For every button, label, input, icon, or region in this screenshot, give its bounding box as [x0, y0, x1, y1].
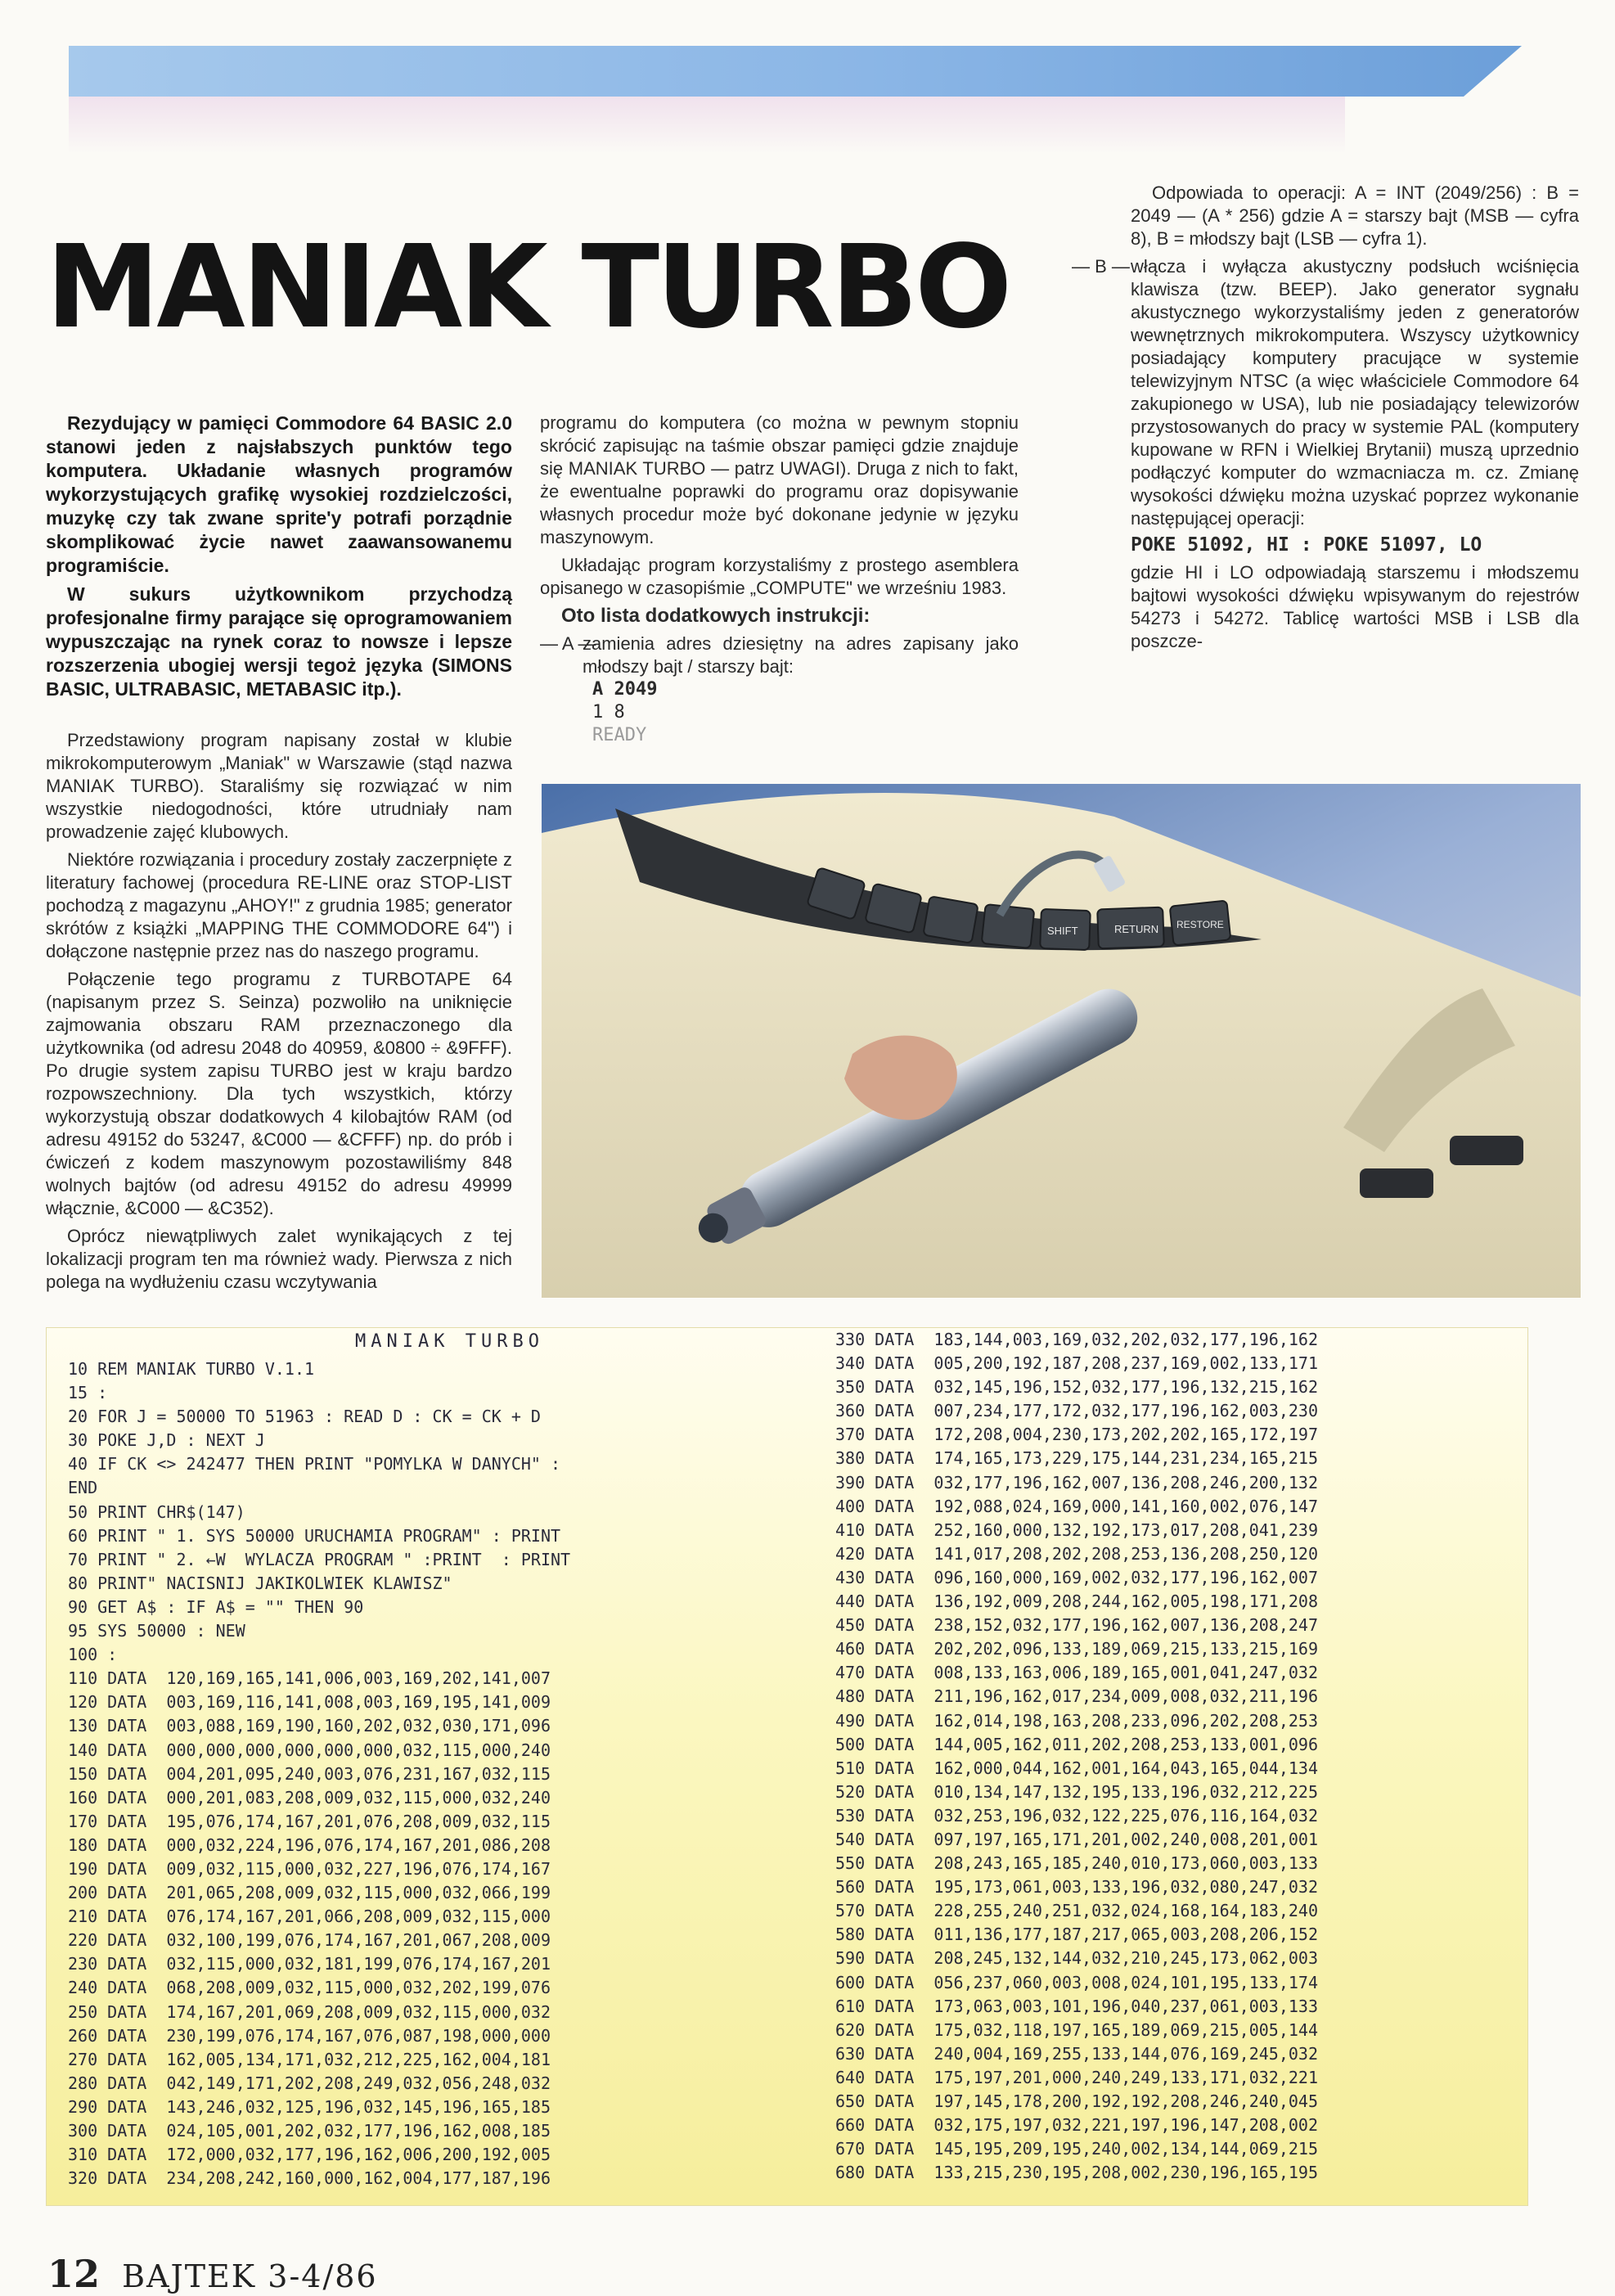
instruction-text: zamienia adres dziesiętny na adres zapisany jako młodszy bajt / starszy bajt:	[583, 633, 1019, 677]
body-paragraph: Przedstawiony program napisany został w klubie mikrokomputerowym „Maniak" w Warszawie (stąd nazwa MANIAK TURBO). Staraliśmy się rozwiązać w nim wszystkie niedogodności, które utrudniały nam prowadzenie zajęć klubowych.	[46, 730, 512, 842]
body-paragraph: Połączenie tego programu z TURBOTAPE 64 (napisanym przez S. Seinza) pozwoliło na uniknięcie zajmowania obszaru RAM przeznaczonego dla użytkownika (od adresu 2048 do 40959, &0800 ÷ &9FFF). Po drugie system zapisu TURBO jest w kraju bardzo rozpowszechniony. Dla tych wszystkich, którzy wykorzystują obszar dodatkowych 4 kilobajtów RAM (od adresu 49152 do 53247, &C000 — &CFFF) np. do prób i ćwiczeń z kodem maszynowym pozostawiliśmy 848 wolnych bajtów (od adresu 49152 do adresu 49999 włącznie, &C000 — &C352).	[46, 969, 512, 1218]
article-column-1	[46, 412, 512, 1299]
lead-paragraph-2: W sukurs użytkownikom przychodzą profesjonalne firmy parające się oprogramowaniem wypuszczając na rynek coraz to nowsze i lepsze rozszerzenia ubogiej wersji tegoż języka (SIMONS BASIC, ULTRABASIC, METABASIC itp.).	[46, 583, 512, 700]
example-ready: READY	[592, 725, 647, 745]
keyboard-photo	[542, 784, 1581, 1298]
instruction-key: — B —	[1072, 256, 1130, 277]
magazine-issue: BAJTEK 3-4/86	[122, 2258, 378, 2294]
poke-command: POKE 51092, HI : POKE 51097, LO	[1131, 534, 1482, 556]
program-listing	[46, 1327, 1528, 2206]
restore-key-label: RESTORE	[1176, 919, 1224, 930]
listing-left-column: 10 REM MANIAK TURBO V.1.1 15 : 20 FOR J = 50000 TO 51963 : READ D : CK = CK + D 30 POKE J,D : NEXT J 40 IF CK <> 242477 THEN PRINT "POMYLKA W DANYCH" : END 50 PRINT CHR$(147) 60 PRINT " 1. SYS 50000 URUCHAMIA PROGRAM" : PRINT 70 PRINT " 2. ←W WYLACZA PROGRAM " :PRINT : PRINT 80 PRINT" NACISNIJ JAKIKOLWIEK KLAWISZ" 90 GET A$ : IF A$ = "" THEN 90 95 SYS 50000 : NEW 100 : 110 DATA 120,169,165,141,006,003,169,202,141,007 120 DATA 003,169,116,141,008,003,169,195,141,009 130 DATA 003,088,169,190,160,202,032,030,171,096 140 DATA 000,000,000,000,000,000,032,115,000,240 150 DATA 004,201,095,240,003,076,231,167,032,115 160 DATA 000,201,083,208,009,032,115,000,032,240 170 DATA 195,076,174,167,201,076,208,009,032,115 180 DATA 000,032,224,196,076,174,167,201,086,208 190 DATA 009,032,115,000,032,227,196,076,174,167 200 DATA 201,065,208,009,032,115,000,032,066,199 210 DATA 076,174,167,201,066,208,009,032,115,000 220 DATA 032,100,199,076,174,167,201,067,208,009 230 DATA 032,115,000,032,181,199,076,174,167,201 240 DATA 068,208,009,032,115,000,032,202,199,076 250 DATA 174,167,201,069,208,009,032,115,000,032 260 DATA 230,199,076,174,167,076,087,198,000,000 270 DATA 162,005,134,171,032,212,225,162,004,181 280 DATA 042,149,171,202,208,249,032,056,248,032 290 DATA 143,246,032,125,196,032,145,196,165,185 300 DATA 024,105,001,202,032,177,196,162,008,185 310 DATA 172,000,032,177,196,162,006,200,192,005 320 DATA 234,208,242,160,000,162,004,177,187,196	[68, 1359, 571, 2189]
body-paragraph: Układając program korzystaliśmy z prostego asemblera opisanego w czasopiśmie „COMPUTE" we wrześniu 1983.	[540, 555, 1019, 598]
instruction-list-heading: Oto lista dodatkowych instrukcji:	[561, 605, 870, 627]
page-footer	[47, 2252, 378, 2296]
header-banner-glow	[69, 97, 1345, 154]
joystick-port-icon	[1360, 1168, 1433, 1198]
header-banner	[69, 46, 1522, 97]
body-paragraph: Oprócz niewątpliwych zalet wynikających z tej lokalizacji program ten ma również wady. Pierwsza z nich polega na wydłużeniu czasu wczytywania	[46, 1226, 512, 1292]
shift-key-label: SHIFT	[1047, 925, 1078, 937]
example-output: 1 8	[592, 702, 625, 723]
article-column-3	[1072, 182, 1579, 658]
joystick-port-icon	[1450, 1136, 1523, 1165]
body-paragraph: programu do komputera (co można w pewnym stopniu skrócić zapisując na taśmie obszar pamięci gdzie znajduje się MANIAK TURBO — patrz UWAGI). Druga z nich to fakt, że ewentualne poprawki do programu oraz dopisywanie własnych procedur może być dokonane jedynie w języku maszynowym.	[540, 412, 1019, 547]
body-paragraph: gdzie HI i LO odpowiadają starszemu i młodszemu bajtowi wysokości dźwięku wpisywanym do rejestrów 54273 i 54272. Tablicę wartości MSB i LSB dla poszcze-	[1131, 562, 1579, 651]
article-column-2	[540, 412, 1019, 747]
page-number: 12	[47, 2252, 101, 2296]
article-title: MANIAK TURBO	[46, 221, 1010, 354]
instruction-a	[540, 633, 1019, 678]
instruction-b	[1072, 255, 1579, 530]
instruction-key: — A —	[540, 633, 596, 654]
keyboard-illustration	[542, 784, 1581, 1298]
example-block	[592, 678, 1019, 747]
listing-title: MANIAK TURBO	[355, 1331, 544, 1352]
instruction-text: włącza i wyłącza akustyczny podsłuch wciśnięcia klawisza (tzw. BEEP). Jako generator sygnału akustycznego wykorzystaliśmy jeden z generatorów wewnętrznych mikrokomputera. Wszyscy użytkownicy posiadający komputery pracujące w systemie telewizyjnym NTSC (a więc właściciele Commodore 64 zakupionego w USA), lub nie posiadający telewizorów przystosowanych do pracy w systemie PAL (komputery kupowane w RFN i Wielkiej Brytanii) muszą uprzednio podłączyć komputer do wzmacniacza m. cz. Zmianę wysokości dźwięku można uzyskać poprzez wykonanie następującej operacji:	[1131, 256, 1579, 529]
body-paragraph: Odpowiada to operacji: A = INT (2049/256) : B = 2049 — (A * 256) gdzie A = starszy bajt (MSB — cyfra 8), B = młodszy bajt (LSB — cyfra 1).	[1131, 182, 1579, 249]
example-command: A 2049	[592, 679, 658, 700]
lead-paragraph: Rezydujący w pamięci Commodore 64 BASIC 2.0 stanowi jeden z najsłabszych punktów tego komputera. Układanie własnych programów wykorzystujących grafikę wysokiej rozdzielczości, muzykę czy tak zwane sprite'y potrafi porządnie skomplikować życie nawet zaawansowanemu programiście.	[46, 412, 512, 576]
listing-right-column: 330 DATA 183,144,003,169,032,202,032,177,196,162 340 DATA 005,200,192,187,208,237,169,002,133,171 350 DATA 032,145,196,152,032,177,196,132,215,162 360 DATA 007,234,177,172,032,177,196,162,003,230 370 DATA 172,208,004,230,173,202,202,165,172,197 380 DATA 174,165,173,229,175,144,231,234,165,215 390 DATA 032,177,196,162,007,136,208,246,200,132 400 DATA 192,088,024,169,000,141,160,002,076,147 410 DATA 252,160,000,132,192,173,017,208,041,239 420 DATA 141,017,208,202,208,253,136,208,250,120 430 DATA 096,160,000,169,002,032,177,196,162,007 440 DATA 136,192,009,208,244,162,005,198,171,208 450 DATA 238,152,032,177,196,162,007,136,208,247 460 DATA 202,202,096,133,189,069,215,133,215,169 470 DATA 008,133,163,006,189,165,001,041,247,032 480 DATA 211,196,162,017,234,009,008,032,211,196 490 DATA 162,014,198,163,208,233,096,202,208,253 500 DATA 144,005,162,011,202,208,253,133,001,096 510 DATA 162,000,044,162,001,164,043,165,044,134 520 DATA 010,134,147,132,195,133,196,032,212,225 530 DATA 032,253,196,032,122,225,076,116,164,032 540 DATA 097,197,165,171,201,002,240,008,201,001 550 DATA 208,243,165,185,240,010,173,060,003,133 560 DATA 195,173,061,003,133,196,032,080,247,032 570 DATA 228,255,240,251,032,024,168,164,183,240 580 DATA 011,136,177,187,217,065,003,208,206,152 590 DATA 208,245,132,144,032,210,245,173,062,003 600 DATA 056,237,060,003,008,024,101,195,133,174 610 DATA 173,063,003,101,196,040,237,061,003,133 620 DATA 175,032,118,197,165,189,069,215,005,144 630 DATA 240,004,169,255,133,144,076,169,245,032 640 DATA 175,197,201,000,240,249,133,171,032,221 650 DATA 197,145,178,200,192,192,208,246,240,045 660 DATA 032,175,197,032,221,197,196,147,208,002 670 DATA 145,195,209,195,240,002,134,144,069,215 680 DATA 133,215,230,195,208,002,230,196,165,195	[835, 1330, 1319, 2183]
return-key-label: RETURN	[1114, 923, 1159, 935]
body-paragraph: Niektóre rozwiązania i procedury zostały zaczerpnięte z literatury fachowej (procedura RE-LINE oraz STOP-LIST pochodzą z magazynu „AHOY!" z grudnia 1985; generator skrótów z książki „MAPPING THE COMMODORE 64") i dołączone następnie przez nas do naszego programu.	[46, 849, 512, 961]
